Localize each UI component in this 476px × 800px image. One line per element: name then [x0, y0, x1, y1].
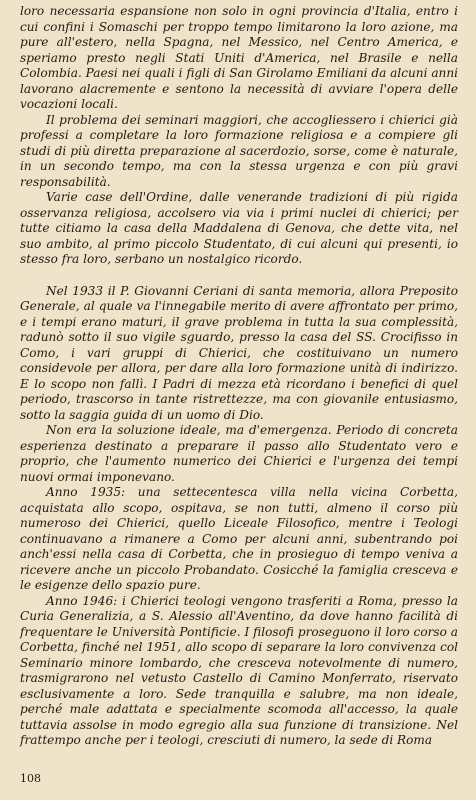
- paragraph-1: loro necessaria espansione non solo in ogni provincia d'Italia, entro i cui confini i Somaschi per troppo tempo limitarono la loro azione, ma pure all'estero, nella Spagna, nel Messico, nel Centro America, e speriamo presto negli Stati Uniti d'America, nel Brasile e nella Colombia. Paesi nei quali i figli di San Girolamo Emiliani da alcuni anni lavorano alacremente e sentono la necessità di avviare l'opera delle vocazioni locali.: [20, 4, 458, 111]
- paragraph-3: Varie case dell'Ordine, dalle venerande tradizioni di più rigida osservanza religiosa, accolsero via via i primi nuclei di chierici; per tutte citiamo la casa della Maddalena di Genova, che dette vita, nel suo ambito, al primo piccolo Studentato, di cui alcuni qui presenti, io stesso fra loro, serbano un nostalgico ricordo.: [20, 190, 458, 266]
- paragraph-4: Nel 1933 il P. Giovanni Ceriani di santa memoria, allora Preposito Generale, al quale va l'innegabile merito di avere affrontato per primo, e i tempi erano maturi, il grave problema in tutta la sua complessità, radunò sotto il suo vigile sguardo, presso la casa del SS. Crocifisso in Como, i vari gruppi di Chierici, che costituivano un numero considevole per allora, per dare alla loro formazione unità di indirizzo. E lo scopo non fallì. I Padri di mezza età ricordano i benefici di quel periodo, trascorso in tante ristrettezze, ma con giovanile entusiasmo, sotto la saggia guida di un uomo di Dio.: [20, 283, 458, 422]
- page-number: 108: [20, 772, 41, 785]
- paragraph-2: Il problema dei seminari maggiori, che accogliessero i chierici già professi a completare la loro formazione religiosa e a compiere gli studi di più diretta preparazione al sacerdozio, sorse, come è naturale, in un secondo tempo, ma con la stessa urgenza e con più gravi responsabilità.: [20, 112, 458, 189]
- body-text: [20, 4, 458, 749]
- paragraph-5: Non era la soluzione ideale, ma d'emergenza. Periodo di concreta esperienza destinato a preparare il passo allo Studentato vero e proprio, che l'aumento numerico dei Chierici e l'urgenza dei tempi nuovi ormai imponevano.: [20, 423, 458, 484]
- paragraph-6: Anno 1935: una settecentesca villa nella vicina Corbetta, acquistata allo scopo, ospitava, se non tutti, almeno il corso più numeroso dei Chierici, quello Liceale Filosofico, mentre i Teologi continuavano a rimanere a Como per alcuni anni, subentrando poi anch'essi nella casa di Corbetta, che in prosieguo di tempo veniva a ricevere anche un piccolo Probandato. Cosicché la famiglia cresceva e le esigenze dello spazio pure.: [20, 485, 458, 592]
- paragraph-7: Anno 1946: i Chierici teologi vengono trasferiti a Roma, presso la Curia Generalizia, a S. Alessio all'Aventino, da dove hanno facilità di frequentare le Università Pontificie. I filosofi proseguono il loro corso a Corbetta, finché nel 1951, allo scopo di separare la loro convivenza col Seminario minore lombardo, che cresceva notevolmente di numero, trasmigrarono nel vetusto Castello di Camino Monferrato, riservato esclusivamente a loro. Sede tranquilla e salubre, ma non ideale, perché male adattata e specialmente scomoda all'accesso, la quale tuttavia assolse in modo egregio alla sua funzione di transizione. Nel frattempo anche per i teologi, cresciuti di numero, la sede di Roma: [20, 593, 458, 747]
